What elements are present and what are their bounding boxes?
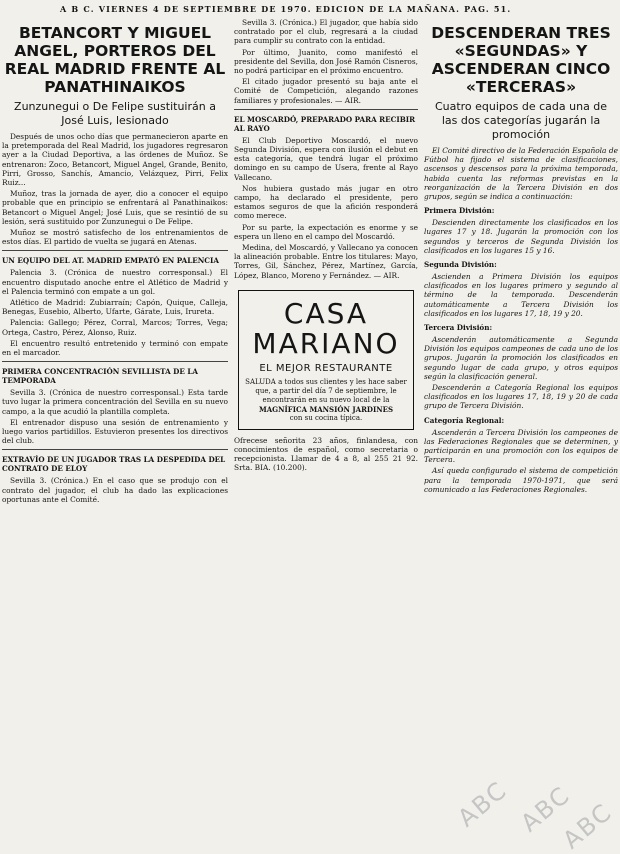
- article-paragraph: Palencia: Gallego; Pérez, Corral, Marcos; Torres, Vega; Ortega, Castro, Pérez, Alonso, Ruiz.: [2, 318, 228, 337]
- article-paragraph: Ascienden a Primera División los equipos clasificados en los lugares primero y segundo al término de la temporada. Descenderán automáticamente a Tercera División los clasificados en los lugares 17, 18, 19 y 20.: [424, 272, 618, 318]
- subhead-atletico: UN EQUIPO DEL AT. MADRID EMPATÓ EN PALENCIA: [2, 256, 219, 266]
- subhead-extravio: EXTRAVÍO DE UN JUGADOR TRAS LA DESPEDIDA DEL CONTRATO DE ELOY: [2, 455, 226, 474]
- subhead-regional: Categoría Regional:: [424, 415, 505, 425]
- ad-line: con su cocina típica.: [289, 413, 363, 422]
- ad-title: CASA MARIANO: [252, 296, 400, 360]
- subhead-sevilla: PRIMERA CONCENTRACIÓN SEVILLISTA DE LA TEMPORADA: [2, 367, 199, 386]
- article-paragraph: Ascenderán a Tercera División los campeones de las Federaciones Regionales que se determinen, y participarán en una promoción con los equipos de Tercera.: [424, 427, 618, 465]
- article-paragraph: Nos hubiera gustado más jugar en otro campo, ha declarado el presidente, pero estamos seguros de que la afición responderá como merece.: [234, 183, 418, 221]
- article-paragraph: Atlético de Madrid: Zubiarraín; Capón, Quique, Calleja, Benegas, Eusebio, Alberto, Ufarte, Gárate, Luis, Irureta.: [2, 298, 228, 317]
- watermark-logo: ABC: [557, 797, 618, 854]
- article-paragraph: Medina, del Moscardó, y Vallecano ya conocen la alineación probable. Entre los titulares: Mayo, Torres, Gil, Sánchez, Pérez, Martínez, García, López, Blanco, Moreno y Fernández. — AIR.: [234, 243, 418, 280]
- deck-madrid: Zunzunegui o De Felipe sustituirán a José Luis, lesionado: [14, 100, 216, 127]
- article-paragraph: El Comité directivo de la Federación Española de Fútbol ha fijado el sistema de clasificaciones, ascensos y descensos para la próxima temporada, habida cuenta las reformas previstas en la reorganización de la Tercera División en dos grupos, según se indica a continuación:: [424, 146, 618, 202]
- headline-descensos: DESCENDERAN TRES «SEGUNDAS» Y ASCENDERAN CINCO «TERCERAS»: [431, 24, 611, 96]
- article-paragraph: Sevilla 3. (Crónica.) En el caso que se produjo con el contrato del jugador, el club ha dado las explicaciones oportunas ante el Comité.: [2, 476, 228, 504]
- divider: [2, 449, 228, 450]
- article-paragraph: Descienden directamente los clasificados en los lugares 17 y 18. Jugarán la promoción con los segundos y terceros de Segunda División los clasificados en los lugares 15 y 16.: [424, 218, 618, 255]
- headline-madrid: BETANCORT Y MIGUEL ANGEL, PORTEROS DEL REAL MADRID FRENTE AL PANATHINAIKOS: [4, 24, 226, 96]
- watermark-logo: ABC: [452, 775, 513, 833]
- article-paragraph: Ascenderán automáticamente a Segunda División los equipos campeones de cada uno de los grupos. Jugarán la promoción los clasificados en segundo lugar de cada grupo, y otros equipos según la clasificación general.: [424, 335, 618, 381]
- divider: [2, 361, 228, 362]
- article-paragraph: Muñoz, tras la jornada de ayer, dio a conocer el equipo probable que en principio se enfrentará al Panathinaikos: Betancort o Miguel Angel; José Luis, que se resintió de su lesión, será sustituido por Zunzunegui o De Felipe.: [2, 189, 228, 226]
- subhead-tercera: Tercera División:: [424, 323, 493, 333]
- article-paragraph: El Club Deportivo Moscardó, el nuevo Segunda División, espera con ilusión el debut en esta categoría, que tendrá lugar el próximo domingo en su campo de Usera, frente al Rayo Vallecano.: [234, 135, 418, 182]
- article-paragraph: Sevilla 3. (Crónica.) El jugador, que había sido contratado por el club, regresará a la ciudad para cumplir su contrato con la entidad.: [234, 18, 418, 46]
- running-head: A B C. VIERNES 4 DE SEPTIEMBRE DE 1970. EDICION DE LA MAÑANA. PAG. 51.: [60, 4, 512, 14]
- article-paragraph: Muñoz se mostró satisfecho de los entrenamientos de estos días. El partido de vuelta se jugará en Atenas.: [2, 228, 228, 247]
- article-paragraph: El encuentro resultó entretenido y terminó con empate en el marcador.: [2, 338, 228, 358]
- subhead-moscardo: EL MOSCARDÓ, PREPARADO PARA RECIBIR AL RAYO: [234, 114, 416, 133]
- classified-ad: Ofrecese señorita 23 años, finlandesa, con conocimientos de español, como secretaria o recepcionista. Llamar de 4 a 8, al 255 21 92. Srta. BIA. (10.200).: [234, 435, 418, 473]
- article-paragraph: El entrenador dispuso una sesión de entrenamiento y luego varios partidillos. Estuvieron presentes los directivos del club.: [2, 417, 228, 446]
- divider: [234, 109, 418, 110]
- article-paragraph: Palencia 3. (Crónica de nuestro corresponsal.) El encuentro disputado anoche entre el Atlético de Madrid y el Palencia terminó con empate a un gol.: [2, 268, 228, 296]
- subhead-segunda: Segunda División:: [424, 260, 497, 270]
- ad-line: SALUDA a todos sus clientes y les hace saber que, a partir del día 7 de septiembre, le encontrarán en su nuevo local de la: [245, 377, 407, 404]
- restaurant-advertisement: [238, 290, 414, 430]
- article-paragraph: Descenderán a Categoría Regional los equipos clasificados en los lugares 17, 18, 19 y 20 de cada grupo de Tercera División.: [424, 383, 618, 411]
- watermark-logo: ABC: [515, 780, 576, 838]
- column-left: [2, 18, 228, 846]
- article-paragraph: Así queda configurado el sistema de competición para la temporada 1970-1971, que será comunicado a las Federaciones Regionales.: [424, 466, 618, 494]
- column-right: [424, 18, 618, 846]
- article-paragraph: Por su parte, la expectación es enorme y se espera un lleno en el campo del Moscardó.: [234, 222, 418, 241]
- ad-line-venue: MAGNÍFICA MANSIÓN JARDINES: [258, 404, 394, 414]
- subhead-primera: Primera División:: [424, 206, 495, 216]
- article-paragraph: El citado jugador presentó su baja ante el Comité de Competición, alegando razones familiares y profesionales. — AIR.: [234, 77, 418, 105]
- ad-subtitle: EL MEJOR RESTAURANTE: [259, 362, 393, 374]
- article-paragraph: Sevilla 3. (Crónica de nuestro corresponsal.) Esta tarde tuvo lugar la primera concentración del Sevilla en su nuevo campo, a la que acudió la plantilla completa.: [2, 388, 228, 416]
- article-paragraph: Por último, Juanito, como manifestó el presidente del Sevilla, don José Ramón Cisneros, no podrá participar en el próximo encuentro.: [234, 47, 418, 76]
- article-paragraph: Después de unos ocho días que permanecieron aparte en la pretemporada del Real Madrid, los jugadores regresaron ayer a la Ciudad Deportiva, a las órdenes de Muñoz. Se entrenaron: Zoco, Betancort, Miguel Angel, Grande, Benito, Pirri, Grosso, Sanchís, Amancio, Velázquez, Pirri, Felix Ruiz...: [2, 132, 228, 188]
- column-middle: [234, 18, 418, 846]
- deck-descensos: Cuatro equipos de cada una de las dos categorías jugarán la promoción: [434, 100, 608, 141]
- divider: [2, 250, 228, 251]
